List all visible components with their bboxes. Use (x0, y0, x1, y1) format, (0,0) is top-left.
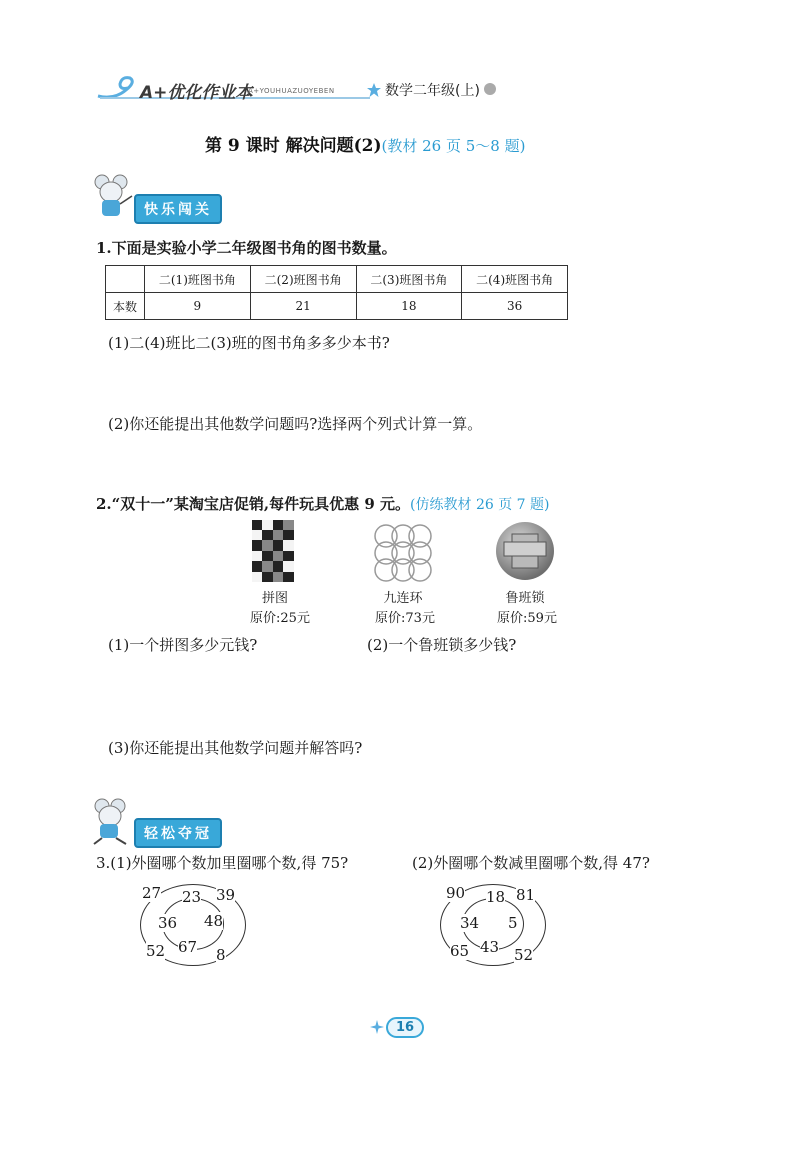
right-inner-number: 34 (460, 914, 480, 932)
q2-stem-line (96, 493, 549, 514)
left-inner-number: 67 (178, 938, 198, 956)
q3-sub2: (2)外圈哪个数减里圈哪个数,得 47? (412, 854, 650, 872)
mouse-runner-icon (88, 796, 134, 846)
q2-sub2: (2)一个鲁班锁多少钱? (367, 636, 517, 654)
left-inner-number: 48 (204, 912, 224, 930)
right-outer-number: 81 (516, 886, 536, 904)
nine-rings-image (372, 522, 434, 584)
q3-sub1: 3.(1)外圈哪个数加里圈哪个数,得 75? (96, 854, 349, 872)
left-outer-number: 52 (146, 942, 166, 960)
table-row-label: 本数 (106, 293, 145, 320)
table-row (106, 266, 568, 293)
table-header-cell: 二(3)班图书角 (356, 266, 462, 293)
title-note: (教材 26 页 5～8 题) (381, 137, 526, 155)
q1-stem: 1.下面是实验小学二年级图书角的图书数量。 (96, 239, 397, 257)
q1-sub2: (2)你还能提出其他数学问题吗?选择两个列式计算一算。 (108, 415, 483, 433)
right-inner-number: 43 (480, 938, 500, 956)
item-price-lock: 原价:59元 (497, 611, 557, 626)
section-badge-easy: 轻松夺冠 (134, 818, 222, 848)
table-row (106, 293, 568, 320)
item-price-rings: 原价:73元 (375, 611, 435, 626)
page-number: 16 (386, 1017, 424, 1038)
item-name-puzzle: 拼图 (261, 591, 288, 606)
volume-dot-icon (484, 83, 496, 95)
q2-stem: 2.“双十一”某淘宝店促销,每件玩具优惠 9 元。 (96, 495, 411, 513)
q2-sub1: (1)一个拼图多少元钱? (108, 636, 258, 654)
left-inner-number: 36 (158, 914, 178, 932)
left-inner-number: 23 (182, 888, 202, 906)
header (0, 0, 800, 110)
right-outer-number: 52 (514, 946, 534, 964)
item-name-lock: 鲁班锁 (505, 591, 545, 606)
table-header-cell: 二(2)班图书角 (250, 266, 356, 293)
table-cell: 36 (462, 293, 568, 320)
table-cell: 21 (250, 293, 356, 320)
grade-label: 数学二年级(上) (385, 83, 480, 99)
left-outer-number: 8 (216, 946, 226, 964)
luban-lock-image (494, 520, 556, 582)
item-name-rings: 九连环 (383, 591, 423, 606)
q1-sub1: (1)二(4)班比二(3)班的图书角多多少本书? (108, 334, 390, 352)
right-ring-diagram (436, 882, 548, 966)
left-outer-number: 39 (216, 886, 236, 904)
table-header-cell: 二(1)班图书角 (145, 266, 251, 293)
table-cell: 18 (356, 293, 462, 320)
title-main: 第 9 课时 解决问题(2) (205, 136, 382, 156)
q2-note: (仿练教材 26 页 7 题) (410, 497, 550, 513)
brand-title: A+优化作业本 (140, 83, 253, 103)
q2-sub3: (3)你还能提出其他数学问题并解答吗? (108, 739, 363, 757)
book-table (105, 265, 568, 320)
right-outer-number: 90 (446, 884, 466, 902)
table-header-cell (106, 266, 145, 293)
mouse-mascot-icon (88, 172, 134, 222)
table-cell: 9 (145, 293, 251, 320)
table-header-cell: 二(4)班图书角 (462, 266, 568, 293)
brand-subtitle: A+YOUHUAZUOYEBEN (248, 87, 335, 95)
item-price-puzzle: 原价:25元 (250, 611, 310, 626)
section-badge-happy: 快乐闯关 (134, 194, 222, 224)
puzzle-image (252, 520, 294, 582)
left-ring-diagram (136, 882, 248, 966)
star-icon (366, 82, 382, 98)
sparkle-icon (370, 1020, 384, 1034)
right-inner-number: 18 (486, 888, 506, 906)
left-outer-number: 27 (142, 884, 162, 902)
right-inner-number: 5 (508, 914, 518, 932)
page-title (205, 131, 525, 156)
right-outer-number: 65 (450, 942, 470, 960)
